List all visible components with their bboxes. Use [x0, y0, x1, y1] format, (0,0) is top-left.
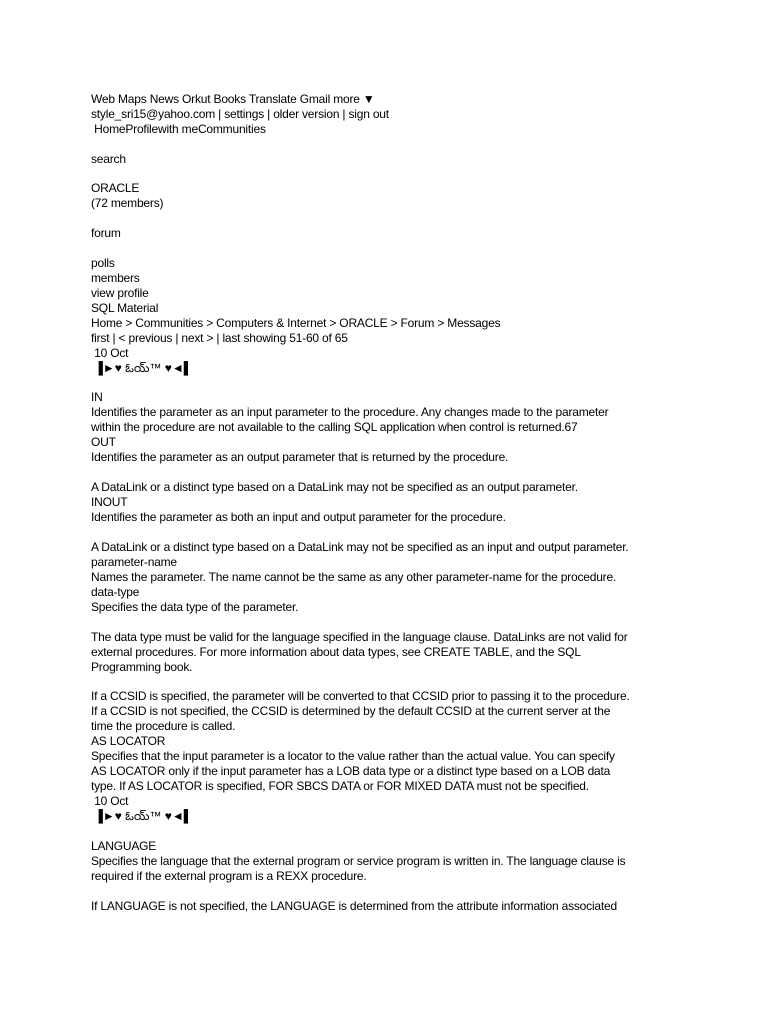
- post-text-line: parameter-name: [91, 554, 177, 569]
- pager-separator: |: [109, 330, 119, 345]
- post-text-line: If a CCSID is not specified, the CCSID is determined by the default CCSID at the current server at the: [91, 704, 611, 719]
- top-nav: [91, 92, 691, 107]
- spacer: [91, 137, 691, 152]
- post-date: [91, 346, 691, 361]
- post-text-line: If LANGUAGE is not specified, the LANGUAGE is determined from the attribute information associated: [91, 898, 617, 913]
- post-text-line: Specifies the language that the external program or service program is written in. The language clause is: [91, 853, 626, 868]
- post-author-name[interactable]: ▐►♥ ఓయ్™ ♥◄▌: [94, 360, 193, 375]
- post-author-link[interactable]: [91, 809, 691, 824]
- post-text-line: data-type: [91, 584, 140, 599]
- pager-previous-link[interactable]: < previous: [118, 330, 173, 345]
- spacer: [91, 884, 691, 899]
- pager-separator: |: [213, 330, 223, 345]
- search-link[interactable]: search: [91, 151, 126, 166]
- spacer: [91, 167, 691, 182]
- post-text-line: Specifies the data type of the parameter.: [91, 599, 299, 614]
- spacer: [91, 824, 691, 839]
- nav-translate-link[interactable]: Translate: [248, 92, 297, 106]
- post-date: [91, 794, 691, 809]
- pager-first-link[interactable]: first: [91, 330, 110, 345]
- post-text-line: Programming book.: [91, 659, 193, 674]
- home-tab[interactable]: Home: [94, 122, 126, 136]
- members-link[interactable]: members: [91, 270, 140, 285]
- post-author-name[interactable]: ▐►♥ ఓయ్™ ♥◄▌: [94, 809, 193, 824]
- forum-post: [91, 794, 691, 913]
- spacer: [91, 211, 691, 226]
- pager-separator: |: [172, 330, 182, 345]
- settings-link[interactable]: settings: [224, 107, 264, 121]
- separator: |: [215, 107, 225, 121]
- nav-orkut-link[interactable]: Orkut: [182, 92, 211, 106]
- forum-post: [91, 346, 691, 794]
- post-text-line: OUT: [91, 435, 116, 450]
- community-members-count: (72 members): [91, 196, 164, 211]
- older-version-link[interactable]: older version: [273, 107, 340, 121]
- spacer: [91, 465, 691, 480]
- posts-list: [91, 346, 691, 914]
- spacer: [91, 376, 691, 391]
- account-email: style_sri15@yahoo.com: [91, 107, 216, 121]
- spacer: [91, 615, 691, 630]
- post-text-line: Identifies the parameter as an output parameter that is returned by the procedure.: [91, 450, 509, 465]
- post-text-line: The data type must be valid for the language specified in the language clause. DataLinks are not valid for: [91, 629, 628, 644]
- pager-showing: showing 51-60 of 65: [243, 330, 348, 345]
- nav-more-dropdown[interactable]: more ▼: [333, 92, 375, 106]
- post-text-line: IN: [91, 390, 103, 405]
- breadcrumb[interactable]: Home > Communities > Computers & Internet > ORACLE > Forum > Messages: [91, 315, 501, 330]
- nav-maps-link[interactable]: Maps: [118, 92, 147, 106]
- spacer: [91, 241, 691, 256]
- post-text-line: type. If AS LOCATOR is specified, FOR SBCS DATA or FOR MIXED DATA must not be specified.: [91, 779, 589, 794]
- separator: |: [339, 107, 349, 121]
- post-text-line: Identifies the parameter as both an input and output parameter for the procedure.: [91, 510, 506, 525]
- post-text-line: If a CCSID is specified, the parameter will be converted to that CCSID prior to passing it to the procedure.: [91, 689, 630, 704]
- nav-gmail-link[interactable]: Gmail: [299, 92, 331, 106]
- with-me-tab[interactable]: with me: [157, 122, 198, 136]
- nav-books-link[interactable]: Books: [213, 92, 246, 106]
- polls-link[interactable]: polls: [91, 255, 115, 270]
- page-content: [91, 92, 691, 914]
- communities-tab[interactable]: Communities: [197, 122, 266, 136]
- post-text-line: AS LOCATOR: [91, 734, 166, 749]
- post-text-line: INOUT: [91, 495, 128, 510]
- community-name[interactable]: ORACLE: [91, 181, 140, 196]
- spacer: [91, 675, 691, 690]
- topic-title: SQL Material: [91, 300, 159, 315]
- separator: |: [264, 107, 274, 121]
- view-profile-link[interactable]: view profile: [91, 285, 149, 300]
- post-text-line: time the procedure is called.: [91, 719, 236, 734]
- account-bar: [91, 107, 691, 122]
- post-text-line: LANGUAGE: [91, 838, 157, 853]
- post-text-line: Specifies that the input parameter is a locator to the value rather than the actual value. You can specify: [91, 749, 615, 764]
- post-text-line: Identifies the parameter as an input parameter to the procedure. Any changes made to the parameter: [91, 405, 609, 420]
- post-text-line: Names the parameter. The name cannot be the same as any other parameter-name for the procedure.: [91, 569, 617, 584]
- post-text-line: A DataLink or a distinct type based on a DataLink may not be specified as an output parameter.: [91, 480, 578, 495]
- nav-web-link[interactable]: Web: [91, 92, 115, 106]
- pager: [91, 331, 691, 346]
- post-text-line: within the procedure are not available to the calling SQL application when control is returned.67: [91, 420, 578, 435]
- forum-link[interactable]: forum: [91, 226, 121, 241]
- nav-news-link[interactable]: News: [149, 92, 179, 106]
- post-text-line: required if the external program is a REXX procedure.: [91, 868, 367, 883]
- pager-next-link[interactable]: next >: [181, 330, 214, 345]
- sign-out-link[interactable]: sign out: [348, 107, 389, 121]
- post-text-line: A DataLink or a distinct type based on a DataLink may not be specified as an input and output parameter.: [91, 539, 629, 554]
- pager-last-link[interactable]: last: [222, 330, 241, 345]
- post-text-line: external procedures. For more information about data types, see CREATE TABLE, and the SQL: [91, 644, 581, 659]
- post-author-link[interactable]: [91, 361, 691, 376]
- profile-tab[interactable]: Profile: [125, 122, 158, 136]
- post-text-line: AS LOCATOR only if the input parameter has a LOB data type or a distinct type based on a LOB data: [91, 764, 611, 779]
- main-nav: [91, 122, 691, 137]
- spacer: [91, 525, 691, 540]
- post-date-text: 10 Oct: [94, 794, 129, 809]
- post-date-text: 10 Oct: [94, 345, 129, 360]
